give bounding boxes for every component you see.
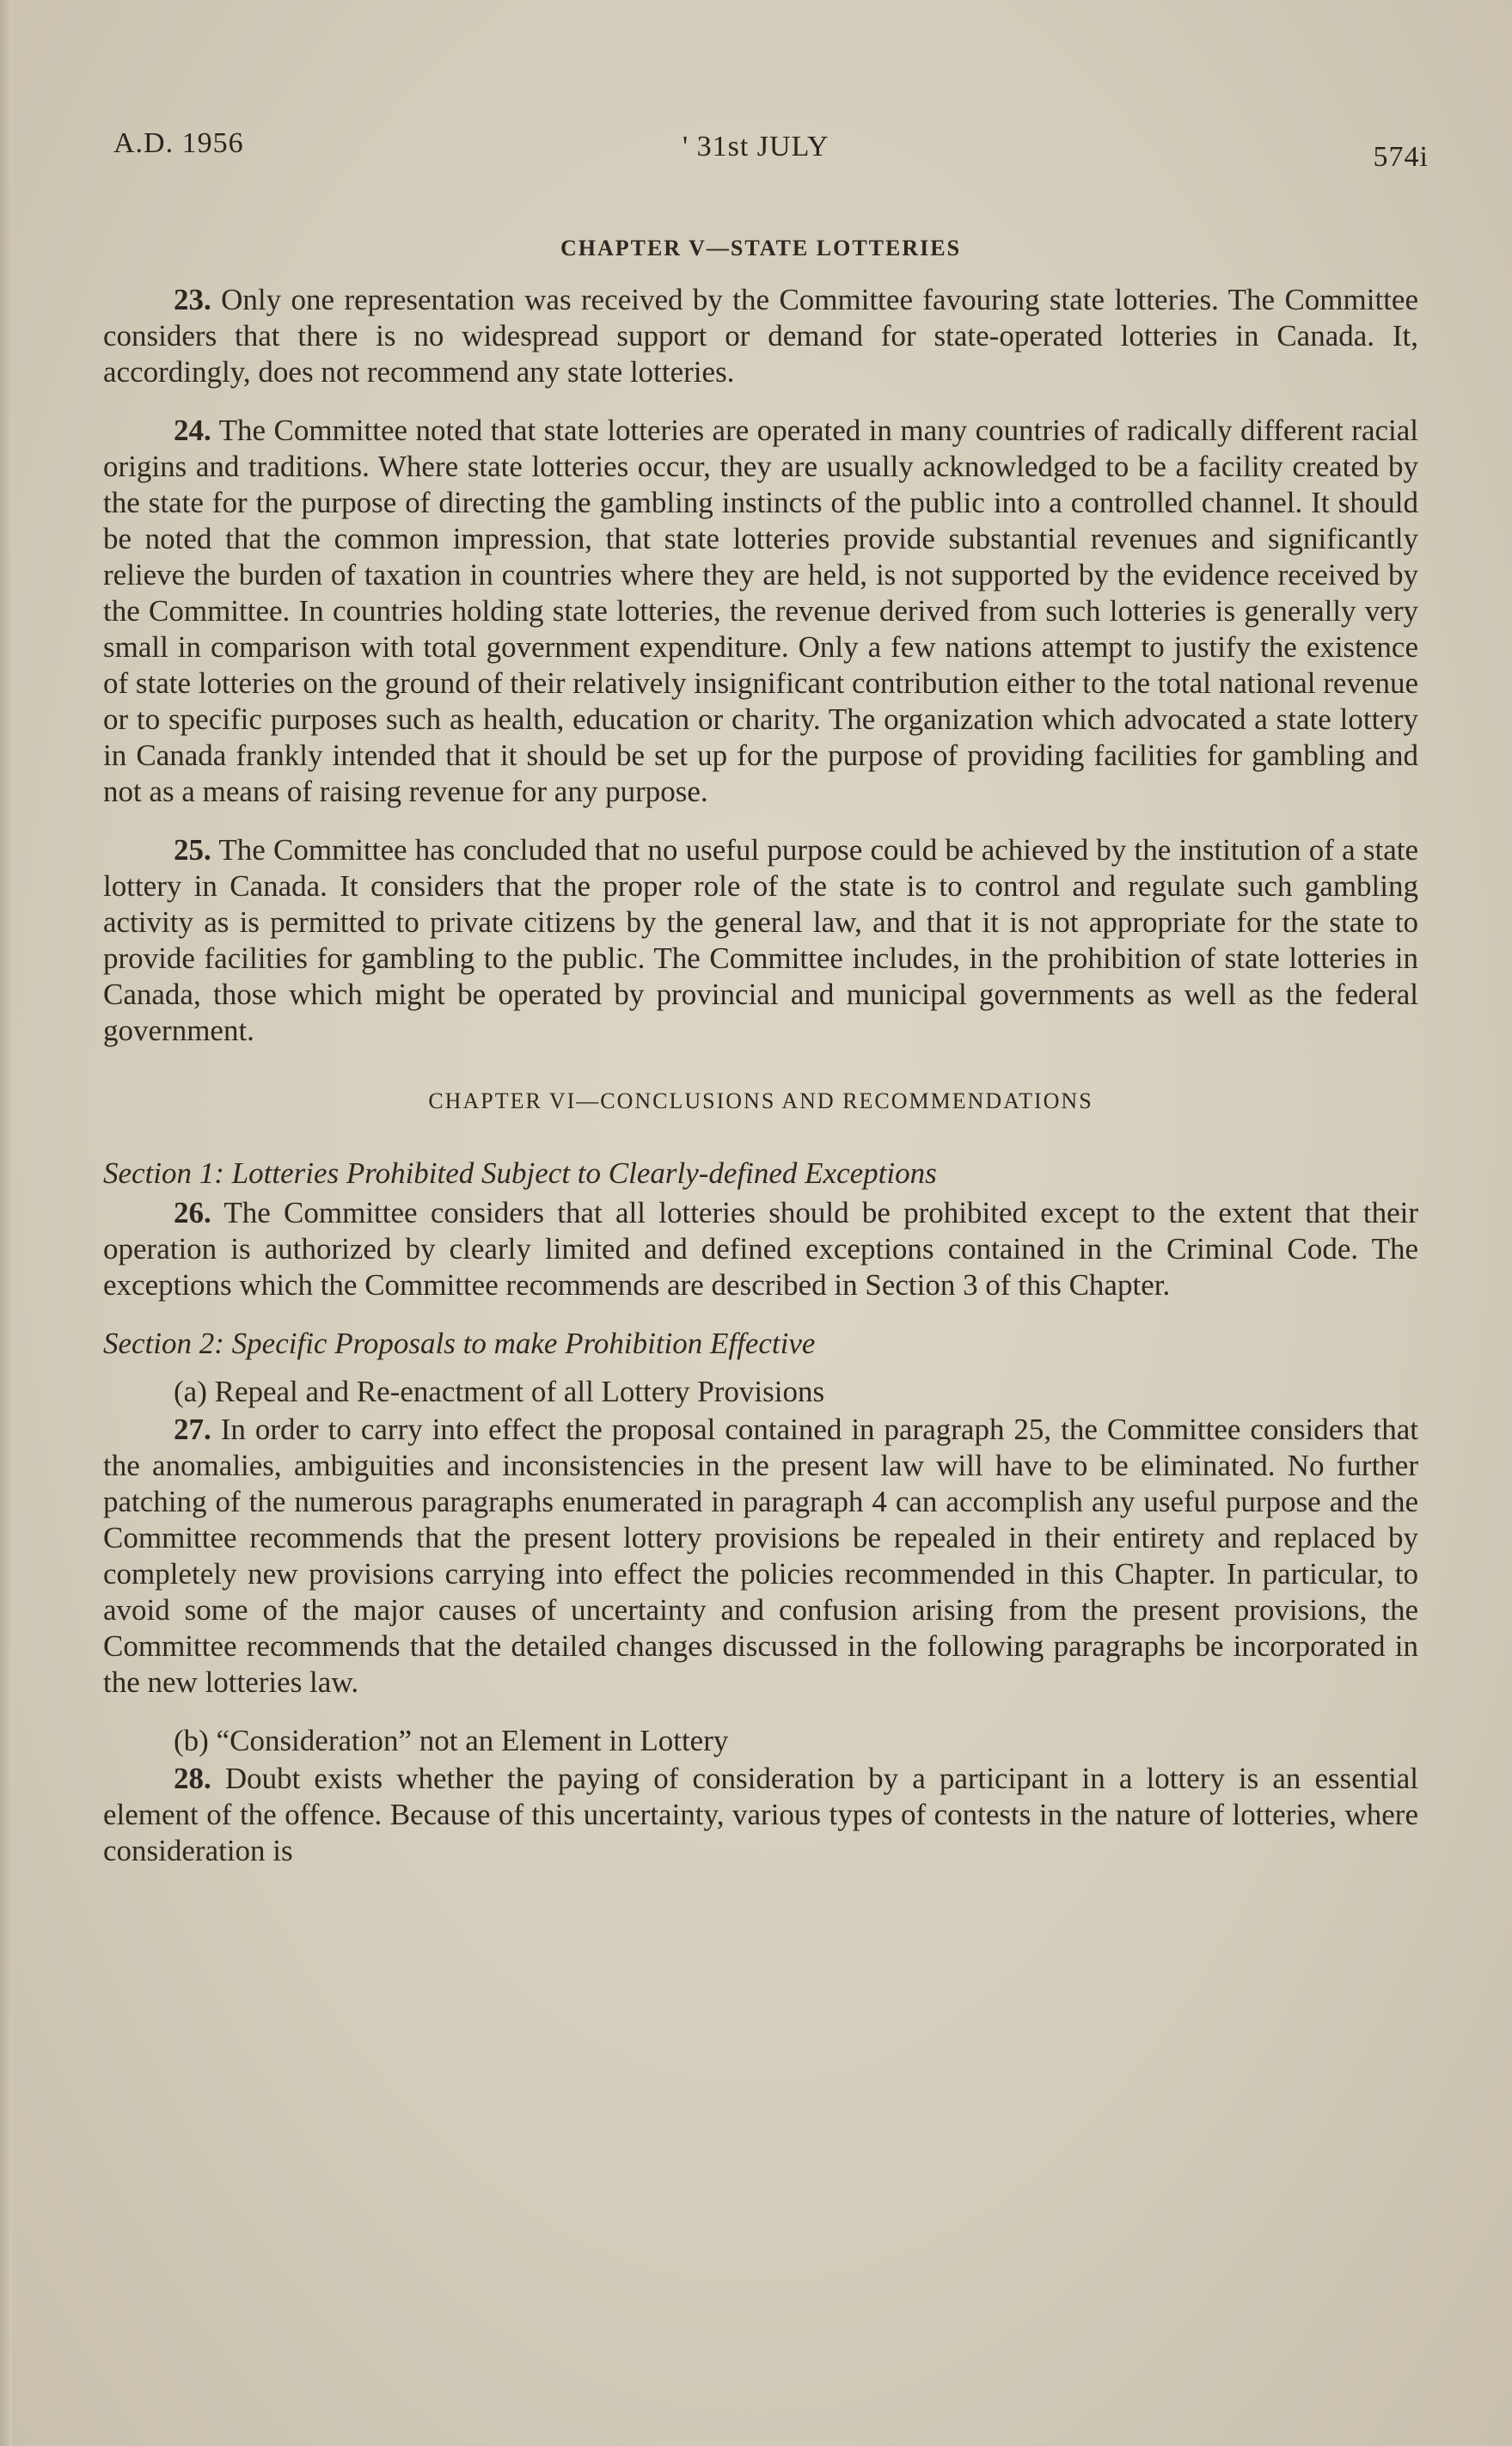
paragraph-text: The Committee considers that all lotteries should be prohibited except to the extent that their operation is authorized by clearly limited and defined exceptions contained in the Criminal Code. The exceptions which the Committee recommends are described in Section 3 of this Chapter. <box>103 1196 1418 1302</box>
paragraph-text: The Committee noted that state lotteries are operated in many countries of radically different racial origins and traditions. Where state lotteries occur, they are usually acknowledged to be a facility created by the state for the purpose of directing the gambling instincts of the public into a controlled channel. It should be noted that the common impression, that state lotteries provide substantial revenues and significantly relieve the burden of taxation in countries where they are held, is not supported by the evidence received by the Committee. In countries holding state lotteries, the revenue derived from such lotteries is generally very small in comparison with total government expenditure. Only a few nations attempt to justify the existence of state lotteries on the ground of their relatively insignificant contribution either to the total national revenue or to specific purposes such as health, education or charity. The organization which advocated a state lottery in Canada frankly intended that it should be set up for the purpose of providing facilities for gambling and not as a means of raising revenue for any purpose. <box>103 414 1419 808</box>
paragraph-number: 23. <box>174 283 211 316</box>
header-year: A.D. 1956 <box>113 127 244 159</box>
section-2-title: Section 2: Specific Proposals to make Prohibition Effective <box>103 1327 816 1360</box>
paragraph-25 <box>103 832 1418 1049</box>
running-header <box>113 127 1429 179</box>
page-body <box>103 230 1418 1891</box>
paragraph-text: Doubt exists whether the paying of consideration by a participant in a lottery is an essential element of the offence. Because of this uncertainty, various types of contests in the nature of lotteries, where consideration is <box>103 1762 1419 1867</box>
paragraph-28 <box>103 1761 1418 1869</box>
paragraph-number: 26. <box>174 1196 211 1229</box>
page-binding-edge <box>0 0 12 2446</box>
paragraph-number: 24. <box>174 414 211 447</box>
subheading-b: (b) “Consideration” not an Element in Lottery <box>174 1724 729 1757</box>
header-date: ' 31st JULY <box>683 131 829 162</box>
chapter-6-title: CHAPTER VI—CONCLUSIONS AND RECOMMENDATIONS <box>428 1088 1093 1113</box>
paragraph-text: In order to carry into effect the proposal contained in paragraph 25, the Committee considers that the anomalies, ambiguities and inconsistencies in the present law will have to be eliminated. No further patching of the numerous paragraphs enumerated in paragraph 4 can accomplish any useful purpose and the Committee recommends that the present lottery provisions be repealed in their entirety and replaced by completely new provisions carrying into effect the policies recommended in this Chapter. In particular, to avoid some of the major causes of uncertainty and confusion arising from the present provisions, the Committee recommends that the detailed changes discussed in the following paragraphs be incorporated in the new lotteries law. <box>103 1413 1418 1699</box>
paragraph-number: 25. <box>174 833 211 867</box>
paragraph-26 <box>103 1195 1418 1303</box>
paragraph-text: The Committee has concluded that no useful purpose could be achieved by the institution of a state lottery in Canada. It considers that the proper role of the state is to control and regulate such gambling activity as is permitted to private citizens by the general law, and that it is not appropriate for the state to provide facilities for gambling to the public. The Committee includes, in the prohibition of state lotteries in Canada, those which might be operated by provincial and municipal governments as well as the federal government. <box>103 833 1419 1047</box>
paragraph-23 <box>103 282 1418 390</box>
paragraph-number: 28. <box>174 1762 211 1795</box>
paragraph-27 <box>103 1412 1418 1701</box>
section-1-title: Section 1: Lotteries Prohibited Subject to Clearly-defined Exceptions <box>103 1156 937 1190</box>
subheading-a: (a) Repeal and Re-enactment of all Lottery Provisions <box>174 1375 825 1408</box>
paragraph-number: 27. <box>174 1413 211 1446</box>
paragraph-text: Only one representation was received by the Committee favouring state lotteries. The Committee considers that there is no widespread support or demand for state-operated lotteries in Canada. It, accordingly, does not recommend any state lotteries. <box>103 283 1418 389</box>
chapter-5-title: CHAPTER V—STATE LOTTERIES <box>560 236 962 261</box>
paragraph-24 <box>103 413 1418 810</box>
page-number: 574i <box>1373 141 1429 173</box>
